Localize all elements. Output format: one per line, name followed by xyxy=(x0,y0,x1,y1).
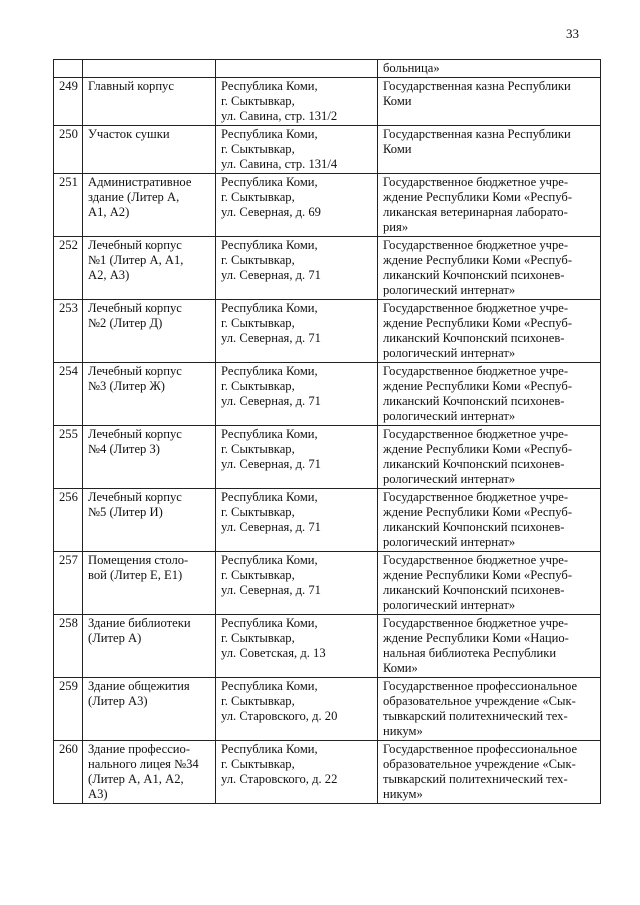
holder-organization-cell-line: Государственное бюджетное учре- xyxy=(383,616,569,630)
table-row xyxy=(54,78,601,126)
address-cell-line: Республика Коми, xyxy=(221,679,318,693)
address-cell-line: Республика Коми, xyxy=(221,127,318,141)
holder-organization-cell-line: ликанский Кочпонский психонев- xyxy=(383,457,565,471)
holder-organization-cell-line: ждение Республики Коми «Респуб- xyxy=(383,442,573,456)
holder-organization-cell-line: Государственное профессиональное xyxy=(383,742,578,756)
address-cell-line: ул. Северная, д. 71 xyxy=(221,394,321,408)
address-cell xyxy=(216,489,378,552)
holder-organization-cell-line: Государственная казна Республики xyxy=(383,127,571,141)
address-cell-line: г. Сыктывкар, xyxy=(221,694,295,708)
holder-organization-cell-line: никум» xyxy=(383,724,423,738)
holder-organization-cell-line: ждение Республики Коми «Нацио- xyxy=(383,631,569,645)
object-name-cell-line: Лечебный корпус xyxy=(88,490,182,504)
object-name-cell-line: №2 (Литер Д) xyxy=(88,316,163,330)
address-cell-line: г. Сыктывкар, xyxy=(221,142,295,156)
holder-organization-cell xyxy=(378,426,601,489)
object-name-cell-line: Лечебный корпус xyxy=(88,238,182,252)
address-cell xyxy=(216,615,378,678)
address-cell xyxy=(216,78,378,126)
address-cell-line: г. Сыктывкар, xyxy=(221,316,295,330)
object-name-cell-line: Здание библиотеки xyxy=(88,616,191,630)
holder-organization-cell-line: рологический интернат» xyxy=(383,535,516,549)
holder-organization-cell-line: ликанский Кочпонский психонев- xyxy=(383,394,565,408)
address-cell-line: г. Сыктывкар, xyxy=(221,505,295,519)
address-cell-line: ул. Старовского, д. 22 xyxy=(221,772,338,786)
object-name-cell xyxy=(83,174,216,237)
holder-organization-cell xyxy=(378,126,601,174)
continuation-row xyxy=(54,60,601,78)
address-cell-line: Республика Коми, xyxy=(221,490,318,504)
table-row xyxy=(54,741,601,804)
holder-organization-cell-line: ликанский Кочпонский психонев- xyxy=(383,331,565,345)
object-name-cell-line: нального лицея №34 xyxy=(88,757,199,771)
row-number-cell: 251 xyxy=(54,174,83,237)
holder-organization-cell-line: Государственное бюджетное учре- xyxy=(383,427,569,441)
table-row xyxy=(54,300,601,363)
address-cell-line: ул. Северная, д. 71 xyxy=(221,457,321,471)
holder-organization-cell-line: Государственное бюджетное учре- xyxy=(383,364,569,378)
table-row xyxy=(54,552,601,615)
holder-organization-cell-line: больница» xyxy=(383,61,440,75)
object-name-cell-line: А1, А2) xyxy=(88,205,130,219)
address-cell-line: ул. Северная, д. 71 xyxy=(221,520,321,534)
row-number-cell: 253 xyxy=(54,300,83,363)
address-cell xyxy=(216,741,378,804)
object-name-cell-line: №5 (Литер И) xyxy=(88,505,163,519)
row-number-cell: 258 xyxy=(54,615,83,678)
object-name-cell-line: №1 (Литер А, А1, xyxy=(88,253,184,267)
row-number-cell: 254 xyxy=(54,363,83,426)
holder-organization-cell-line: ликанский Кочпонский психонев- xyxy=(383,268,565,282)
holder-organization-cell-line: рологический интернат» xyxy=(383,346,516,360)
address-cell-line: Республика Коми, xyxy=(221,301,318,315)
holder-organization-cell-line: рия» xyxy=(383,220,409,234)
object-name-cell xyxy=(83,489,216,552)
row-number-cell: 257 xyxy=(54,552,83,615)
address-cell xyxy=(216,552,378,615)
holder-organization-cell-line: ждение Республики Коми «Респуб- xyxy=(383,316,573,330)
row-number-cell: 249 xyxy=(54,78,83,126)
address-cell-line: г. Сыктывкар, xyxy=(221,190,295,204)
table-row xyxy=(54,489,601,552)
object-name-cell xyxy=(83,426,216,489)
address-cell xyxy=(216,363,378,426)
object-name-cell-line: Лечебный корпус xyxy=(88,427,182,441)
object-name-cell-line: Лечебный корпус xyxy=(88,364,182,378)
object-name-cell-line: Участок сушки xyxy=(88,127,170,141)
address-cell-line: Республика Коми, xyxy=(221,616,318,630)
holder-organization-cell xyxy=(378,615,601,678)
row-number-cell: 255 xyxy=(54,426,83,489)
holder-organization-cell xyxy=(378,174,601,237)
table-row xyxy=(54,615,601,678)
holder-organization-cell xyxy=(378,60,601,78)
table-row xyxy=(54,174,601,237)
object-name-cell xyxy=(83,363,216,426)
object-name-cell xyxy=(83,678,216,741)
holder-organization-cell-line: ждение Республики Коми «Респуб- xyxy=(383,253,573,267)
holder-organization-cell-line: тывкарский политехнический тех- xyxy=(383,772,568,786)
object-name-cell-line: здание (Литер А, xyxy=(88,190,180,204)
address-cell-line: г. Сыктывкар, xyxy=(221,442,295,456)
object-name-cell-line: Главный корпус xyxy=(88,79,174,93)
address-cell xyxy=(216,426,378,489)
holder-organization-cell-line: ждение Республики Коми «Респуб- xyxy=(383,505,573,519)
address-cell-line: ул. Савина, стр. 131/4 xyxy=(221,157,338,171)
address-cell-line: ул. Северная, д. 71 xyxy=(221,583,321,597)
holder-organization-cell-line: Государственное бюджетное учре- xyxy=(383,490,569,504)
holder-organization-cell xyxy=(378,678,601,741)
address-cell-line: г. Сыктывкар, xyxy=(221,757,295,771)
table-row xyxy=(54,678,601,741)
address-cell-line: ул. Северная, д. 71 xyxy=(221,268,321,282)
table-row xyxy=(54,237,601,300)
object-name-cell-line: Лечебный корпус xyxy=(88,301,182,315)
holder-organization-cell-line: рологический интернат» xyxy=(383,472,516,486)
holder-organization-cell-line: тывкарский политехнический тех- xyxy=(383,709,568,723)
holder-organization-cell-line: ждение Республики Коми «Респуб- xyxy=(383,190,573,204)
holder-organization-cell xyxy=(378,741,601,804)
holder-organization-cell-line: ликанский Кочпонский психонев- xyxy=(383,520,565,534)
holder-organization-cell xyxy=(378,363,601,426)
address-cell-line: Республика Коми, xyxy=(221,427,318,441)
address-cell-line: г. Сыктывкар, xyxy=(221,94,295,108)
holder-organization-cell-line: Государственное бюджетное учре- xyxy=(383,175,569,189)
address-cell xyxy=(216,126,378,174)
object-name-cell-line: (Литер А, А1, А2, xyxy=(88,772,184,786)
holder-organization-cell-line: рологический интернат» xyxy=(383,409,516,423)
address-cell-line: Республика Коми, xyxy=(221,238,318,252)
address-cell xyxy=(216,300,378,363)
row-number-cell: 260 xyxy=(54,741,83,804)
holder-organization-cell xyxy=(378,237,601,300)
holder-organization-cell-line: Коми xyxy=(383,94,412,108)
holder-organization-cell-line: никум» xyxy=(383,787,423,801)
object-name-cell-line: №4 (Литер З) xyxy=(88,442,160,456)
row-number-cell: 259 xyxy=(54,678,83,741)
address-cell-line: Республика Коми, xyxy=(221,364,318,378)
object-name-cell xyxy=(83,552,216,615)
table-row xyxy=(54,426,601,489)
object-name-cell-line: (Литер А3) xyxy=(88,694,148,708)
row-number-cell: 252 xyxy=(54,237,83,300)
object-name-cell-line: Здание общежития xyxy=(88,679,190,693)
object-name-cell xyxy=(83,237,216,300)
address-cell-line: Республика Коми, xyxy=(221,175,318,189)
holder-organization-cell-line: ждение Республики Коми «Респуб- xyxy=(383,379,573,393)
object-name-cell-line: вой (Литер Е, Е1) xyxy=(88,568,183,582)
holder-organization-cell xyxy=(378,552,601,615)
holder-organization-cell-line: Коми xyxy=(383,142,412,156)
row-number-cell: 250 xyxy=(54,126,83,174)
row-number-cell xyxy=(54,60,83,78)
address-cell-line: г. Сыктывкар, xyxy=(221,253,295,267)
object-name-cell xyxy=(83,126,216,174)
holder-organization-cell xyxy=(378,78,601,126)
holder-organization-cell-line: рологический интернат» xyxy=(383,598,516,612)
address-cell-line: ул. Северная, д. 71 xyxy=(221,331,321,345)
address-cell xyxy=(216,237,378,300)
row-number-cell: 256 xyxy=(54,489,83,552)
holder-organization-cell xyxy=(378,489,601,552)
holder-organization-cell-line: Государственное бюджетное учре- xyxy=(383,238,569,252)
holder-organization-cell-line: ждение Республики Коми «Респуб- xyxy=(383,568,573,582)
address-cell-line: г. Сыктывкар, xyxy=(221,568,295,582)
object-name-cell-line: Административное xyxy=(88,175,192,189)
address-cell-line: ул. Савина, стр. 131/2 xyxy=(221,109,338,123)
object-name-cell xyxy=(83,300,216,363)
object-name-cell-line: Здание профессио- xyxy=(88,742,191,756)
address-cell-line: Республика Коми, xyxy=(221,742,318,756)
holder-organization-cell-line: ликанский Кочпонский психонев- xyxy=(383,583,565,597)
property-registry-table xyxy=(53,59,601,804)
holder-organization-cell-line: ликанская ветеринарная лаборато- xyxy=(383,205,568,219)
address-cell-line: ул. Старовского, д. 20 xyxy=(221,709,338,723)
holder-organization-cell-line: Государственное бюджетное учре- xyxy=(383,301,569,315)
address-cell-line: г. Сыктывкар, xyxy=(221,379,295,393)
object-name-cell-line: (Литер А) xyxy=(88,631,142,645)
page-number: 33 xyxy=(566,26,579,41)
object-name-cell-line: А2, А3) xyxy=(88,268,130,282)
address-cell-line: Республика Коми, xyxy=(221,79,318,93)
object-name-cell-line: Помещения столо- xyxy=(88,553,189,567)
registry-body xyxy=(54,60,601,804)
address-cell-line: ул. Советская, д. 13 xyxy=(221,646,326,660)
holder-organization-cell-line: Государственное профессиональное xyxy=(383,679,578,693)
holder-organization-cell-line: Государственная казна Республики xyxy=(383,79,571,93)
holder-organization-cell-line: нальная библиотека Республики xyxy=(383,646,557,660)
table-row xyxy=(54,126,601,174)
address-cell-line: г. Сыктывкар, xyxy=(221,631,295,645)
holder-organization-cell-line: рологический интернат» xyxy=(383,283,516,297)
table-row xyxy=(54,363,601,426)
holder-organization-cell-line: Государственное бюджетное учре- xyxy=(383,553,569,567)
object-name-cell-line: №3 (Литер Ж) xyxy=(88,379,165,393)
address-cell-line: ул. Северная, д. 69 xyxy=(221,205,321,219)
address-cell xyxy=(216,174,378,237)
object-name-cell-line: А3) xyxy=(88,787,108,801)
holder-organization-cell-line: образовательное учреждение «Сык- xyxy=(383,757,576,771)
object-name-cell xyxy=(83,615,216,678)
address-cell-line: Республика Коми, xyxy=(221,553,318,567)
object-name-cell xyxy=(83,60,216,78)
holder-organization-cell-line: образовательное учреждение «Сык- xyxy=(383,694,576,708)
address-cell xyxy=(216,678,378,741)
object-name-cell xyxy=(83,78,216,126)
holder-organization-cell xyxy=(378,300,601,363)
holder-organization-cell-line: Коми» xyxy=(383,661,418,675)
object-name-cell xyxy=(83,741,216,804)
address-cell xyxy=(216,60,378,78)
